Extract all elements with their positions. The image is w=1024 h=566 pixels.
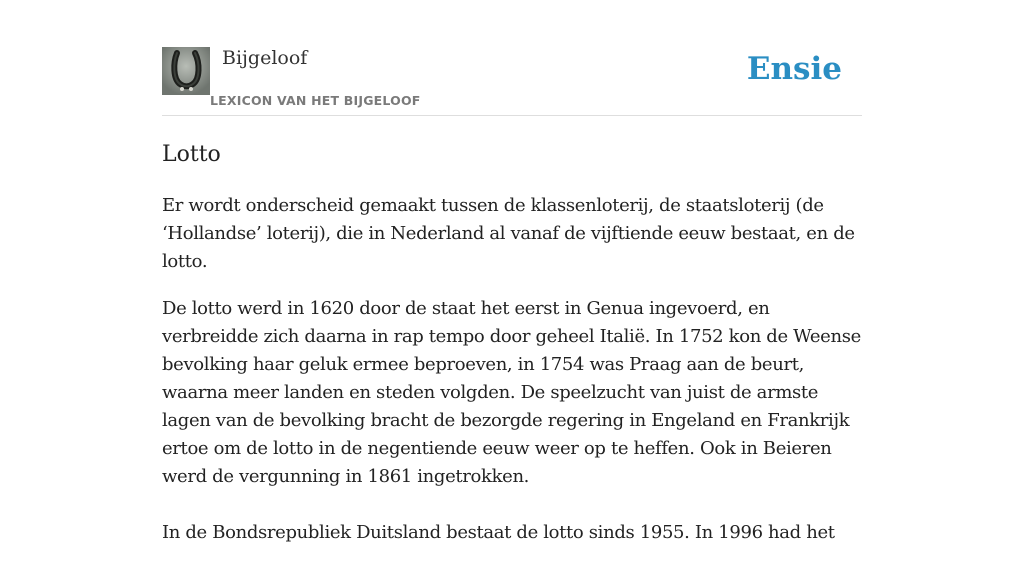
article-title: Lotto bbox=[162, 142, 221, 167]
article-paragraph: Er wordt onderscheid gemaakt tussen de klassenloterij, de staatsloterij (de ‘Hollandse’ loterij), die in Nederland al vanaf de vijftiende eeuw bestaat, en de lotto. bbox=[162, 195, 855, 272]
article-paragraph: In de Bondsrepubliek Duitsland bestaat de lotto sinds 1955. In 1996 had het bbox=[162, 522, 835, 543]
source-name[interactable]: Bijgeloof bbox=[222, 47, 308, 69]
article-body bbox=[162, 192, 862, 566]
brand-logo[interactable]: Ensie bbox=[746, 51, 842, 87]
horseshoe-icon bbox=[162, 47, 210, 95]
source-subtitle: LEXICON VAN HET BIJGELOOF bbox=[210, 93, 421, 108]
page bbox=[162, 0, 862, 543]
article-paragraph: De lotto werd in 1620 door de staat het eerst in Genua ingevoerd, en verbreidde zich daarna in rap tempo door geheel Italië. In 1752 kon de Weense bevolking haar geluk ermee beproeven, in 1754 was Praag aan de beurt, waarna meer landen en steden volgden. De speelzucht van juist de armste lagen van de bevolking bracht de bezorgde regering in Engeland en Frankrijk ertoe om de lotto in de negentiende eeuw weer op te heffen. Ook in Beieren werd de vergunning in 1861 ingetrokken. bbox=[162, 298, 861, 487]
avatar[interactable] bbox=[162, 47, 210, 95]
header bbox=[162, 0, 862, 116]
